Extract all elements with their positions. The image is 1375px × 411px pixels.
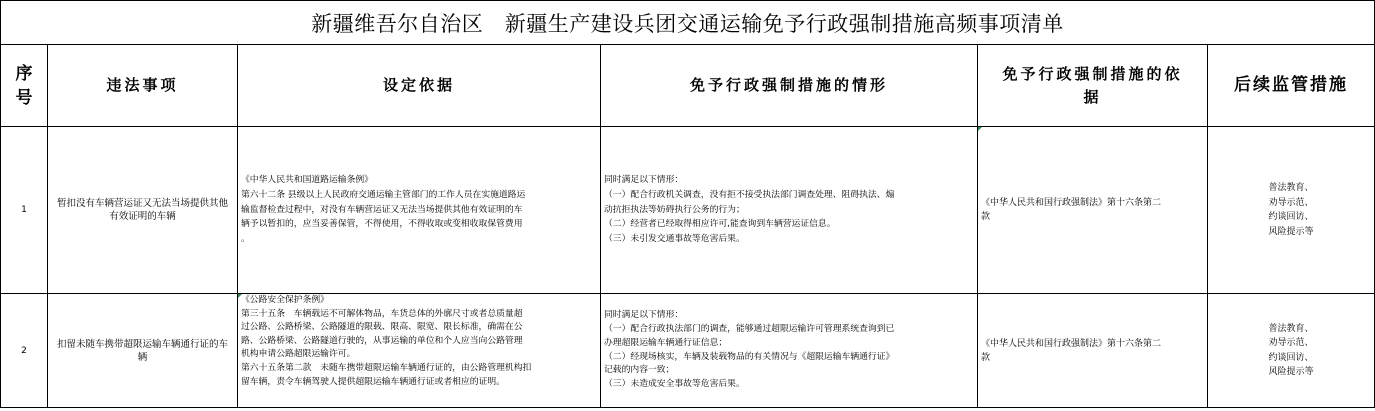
header-seq-line: 序 [15,63,33,84]
basis-line: 留车辆，责令车辆驾驶人提供超限运输车辆通行证或者相应的证明。 [241,376,505,387]
header-row [1,45,1375,127]
basis-line: 《公路安全保护条例》 [241,295,329,305]
situation-line: （一）配合行政机关调查，没有拒不接受执法部门调查处理、阻碍执法、煽 [604,189,895,200]
table-row [1,127,1375,294]
row-number: 2 [1,294,48,408]
measure-line: 劝导示范、 [1268,197,1314,208]
legal-line: 《中华人民共和国行政强制法》第十六条第二 [981,338,1162,349]
legal-basis-cell [978,127,1208,294]
header-violation: 违法事项 [48,45,238,127]
measure-line: 风险提示等 [1268,226,1314,237]
table-row [1,294,1375,408]
basis-line: 第三十五条 车辆载运不可解体物品，车货总体的外廓尺寸或者总质量超 [241,308,523,319]
basis-line: 第六十二条 县级以上人民政府交通运输主管部门的工作人员在实施道路运 [241,189,526,200]
situation-line: （三）未造成安全事故等危害后果。 [604,379,745,390]
situation-line: （一）配合行政执法部门的调查，能够通过超限运输许可管理系统查询到已 [604,323,895,334]
row-number: 1 [1,127,48,294]
measure-line: 约谈回访、 [1268,212,1314,222]
header-legal-basis [978,45,1208,127]
legal-line: 款 [981,352,991,363]
situation-line: 同时满足以下情形： [604,175,684,185]
header-situation: 免予行政强制措施的情形 [601,45,978,127]
header-legal-line: 据 [1083,87,1102,106]
basis-cell [238,294,601,408]
situation-line: 同时满足以下情形： [604,310,684,321]
measures-cell [1208,127,1375,294]
basis-line: 第六十五条第二款 未随车携带超限运输车辆通行证的，由公路管理机构扣 [241,362,532,373]
violation-cell: 暂扣没有车辆营运证又无法当场提供其他有效证明的车辆 [48,127,238,294]
measure-line: 普法教育、 [1268,323,1314,334]
header-legal-line: 免予行政强制措施的依 [1002,64,1183,83]
legal-line: 《中华人民共和国行政强制法》第十六条第二 [981,198,1162,208]
header-seq [1,45,48,127]
header-basis: 设定依据 [238,45,601,127]
basis-line: 。 [241,234,250,245]
situation-cell [601,127,978,294]
title-row [1,1,1375,45]
situation-line: （二）经现场核实，车辆及装载物品的有关情况与《超限运输车辆通行证》 [604,351,895,362]
basis-line: 过公路、公路桥梁、公路隧道的限载、限高、限宽、限长标准，确需在公 [241,322,523,333]
situation-line: （二）经营者已经取得相应许可,能查询到车辆营运证信息。 [604,219,836,230]
header-measures: 后续监管措施 [1208,45,1375,127]
measures-cell [1208,294,1375,408]
violation-cell: 扣留未随车携带超限运输车辆通行证的车辆 [48,294,238,408]
basis-line: 输监督检查过程中，对没有车辆营运证又无法当场提供其他有效证明的车 [241,204,523,215]
situation-line: 办理超限运输车辆通行证信息； [604,337,728,348]
header-seq-line: 号 [15,87,33,108]
legal-line: 款 [981,212,991,222]
measure-line: 劝导示范、 [1268,338,1314,348]
basis-line: 辆予以暂扣的，应当妥善保管，不得使用，不得收取或变相收取保管费用 [241,219,523,230]
measure-line: 约谈回访、 [1268,352,1314,363]
basis-line: 机构申请公路超限运输许可。 [241,349,356,360]
situation-line: 动抗拒执法等妨碍执行公务的行为； [604,204,745,215]
sheet-title: 新疆维吾尔自治区 新疆生产建设兵团交通运输免予行政强制措施高频事项清单 [1,1,1375,45]
legal-basis-cell [978,294,1208,408]
basis-cell [238,127,601,294]
measure-line: 普法教育、 [1268,183,1314,193]
basis-line: 路、公路桥梁、公路隧道行驶的，从事运输的单位和个人应当向公路管理 [241,335,523,346]
measure-line: 风险提示等 [1268,367,1314,377]
situation-cell [601,294,978,408]
situation-line: 记载的内容一致； [604,365,675,376]
situation-line: （三）未引发交通事故等危害后果。 [604,234,745,245]
basis-line: 《中华人民共和国道路运输条例》 [241,175,373,185]
